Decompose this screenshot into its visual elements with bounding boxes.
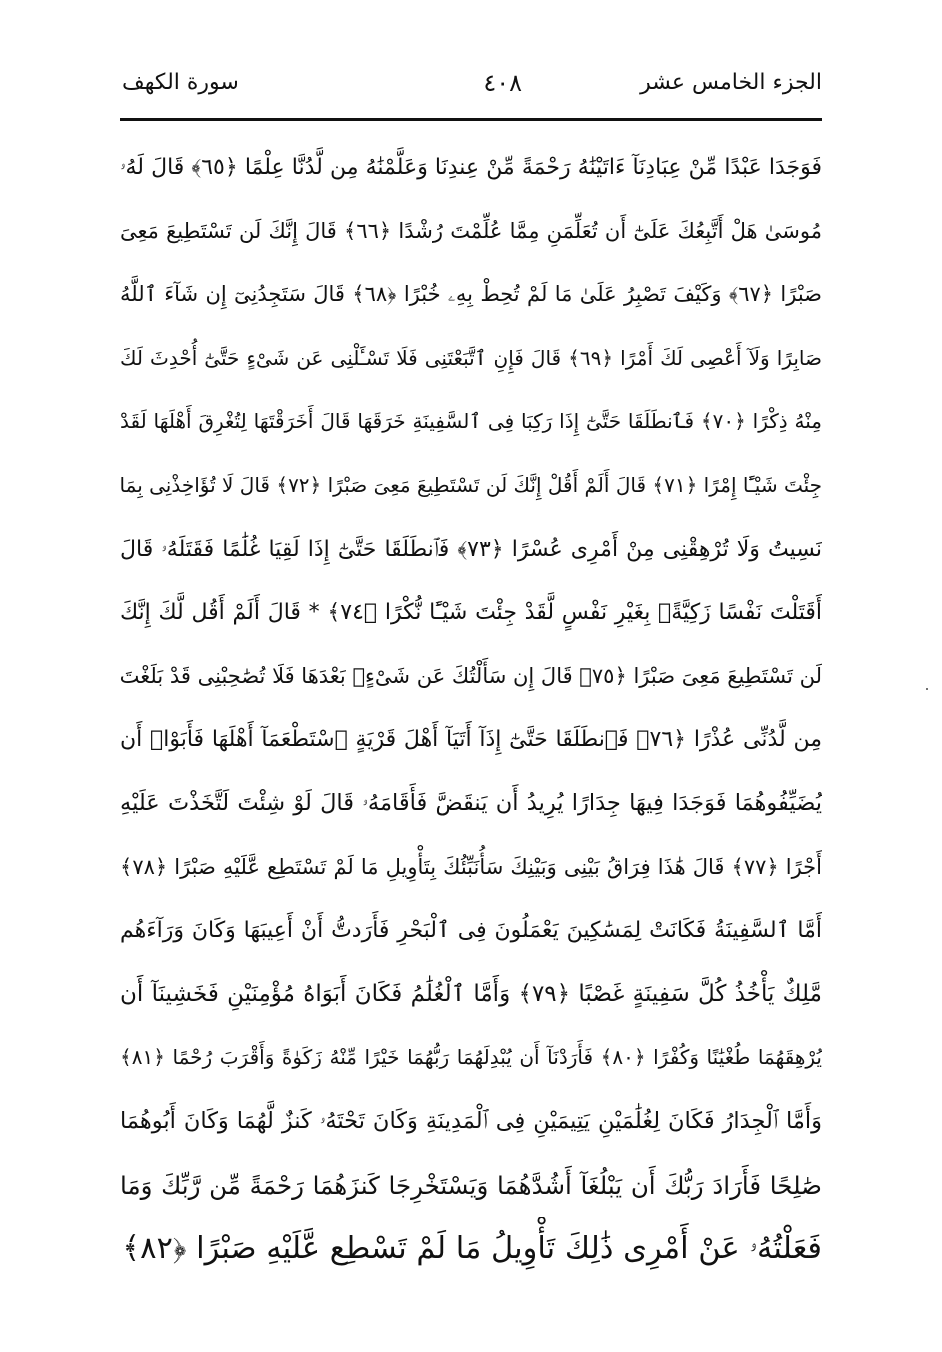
text-line: فَعَلْتُهُۥ عَنْ أَمْرِى ذَٰلِكَ تَأْوِيلُ مَا لَمْ تَسْطِع عَّلَيْهِ صَبْرًا ﴿٨٢﴾ <box>122 1231 822 1267</box>
text-line: يُضَيِّفُوهُمَا فَوَجَدَا فِيهَا جِدَارًا يُرِيدُ أَن يَنقَضَّ فَأَقَامَهُۥ قَالَ لَوْ شِئْتَ لَتَّخَذْتَ عَلَيْهِ <box>120 789 822 816</box>
text-line: مَّلِكٌ يَأْخُذُ كُلَّ سَفِينَةٍ غَصْبًا ﴿٧٩﴾ وَأَمَّا ٱلْغُلَٰمُ فَكَانَ أَبَوَاهُ مُؤْمِنَيْنِ فَخَشِينَآ أَن <box>120 980 822 1007</box>
text-line: أَجْرًا ﴿٧٧﴾ قَالَ هَٰذَا فِرَاقُ بَيْنِى وَبَيْنِكَ سَأُنَبِّئُكَ بِتَأْوِيلِ مَا لَمْ تَسْتَطِع عَّلَيْهِ صَبْرًا ﴿٧٨﴾ <box>120 854 822 879</box>
text-line: فَوَجَدَا عَبْدًا مِّنْ عِبَادِنَآ ءَاتَيْنَٰهُ رَحْمَةً مِّنْ عِندِنَا وَعَلَّمْنَٰهُ مِن لَّدُنَّا عِلْمًا ﴿٦٥﴾ قَالَ لَهُۥ <box>120 155 822 180</box>
text-line: لَن تَسْتَطِيعَ مَعِىَ صَبْرًا ﴿٧٥﴾ قَالَ إِن سَأَلْتُكَ عَن شَىْءٍۭ بَعْدَهَا فَلَا تُصَٰحِبْنِى قَدْ بَلَغْتَ <box>120 663 822 688</box>
text-line: أَمَّا ٱلسَّفِينَةُ فَكَانَتْ لِمَسَٰكِينَ يَعْمَلُونَ فِى ٱلْبَحْرِ فَأَرَدتُّ أَنْ أَعِيبَهَا وَكَانَ وَرَآءَهُم <box>120 918 822 944</box>
page-header <box>122 64 822 108</box>
text-line: وَأَمَّا ٱلْجِدَارُ فَكَانَ لِغُلَٰمَيْنِ يَتِيمَيْنِ فِى ٱلْمَدِينَةِ وَكَانَ تَحْتَهُۥ كَنزٌ لَّهُمَا وَكَانَ أَبُوهُمَا <box>120 1107 822 1134</box>
surah-title: سورة الكهف <box>122 70 239 95</box>
text-line: مِنْهُ ذِكْرًا ﴿٧٠﴾ فَٱنطَلَقَا حَتَّىٰٓ إِذَا رَكِبَا فِى ٱلسَّفِينَةِ خَرَقَهَا قَالَ أَخَرَقْتَهَا لِتُغْرِقَ أَهْلَهَا لَقَدْ <box>120 409 822 434</box>
juz-title: الجزء الخامس عشر <box>640 70 822 95</box>
text-line: صَابِرًا وَلَآ أَعْصِى لَكَ أَمْرًا ﴿٦٩﴾ قَالَ فَإِنِ ٱتَّبَعْتَنِى فَلَا تَسْـَٔلْنِى عَن شَىْءٍ حَتَّىٰٓ أُحْدِثَ لَكَ <box>120 345 822 370</box>
text-line: يُرْهِقَهُمَا طُغْيَٰنًا وَكُفْرًا ﴿٨٠﴾ فَأَرَدْنَآ أَن يُبْدِلَهُمَا رَبُّهُمَا خَيْرًا مِّنْهُ زَكَوٰةً وَأَقْرَبَ رُحْمًا ﴿٨١﴾ <box>120 1045 822 1070</box>
text-line: جِئْتَ شَيْـًٔا إِمْرًا ﴿٧١﴾ قَالَ أَلَمْ أَقُلْ إِنَّكَ لَن تَسْتَطِيعَ مَعِىَ صَبْرًا ﴿٧٢﴾ قَالَ لَا تُؤَاخِذْنِى بِمَا <box>120 472 822 497</box>
margin-dot <box>926 688 928 690</box>
text-line: صَٰلِحًا فَأَرَادَ رَبُّكَ أَن يَبْلُغَآ أَشُدَّهُمَا وَيَسْتَخْرِجَا كَنزَهُمَا رَحْمَةً مِّن رَّبِّكَ وَمَا <box>120 1170 822 1200</box>
text-line: مُوسَىٰ هَلْ أَتَّبِعُكَ عَلَىٰٓ أَن تُعَلِّمَنِ مِمَّا عُلِّمْتَ رُشْدًا ﴿٦٦﴾ قَالَ إِنَّكَ لَن تَسْتَطِيعَ مَعِىَ <box>120 218 822 243</box>
quran-text-block <box>120 136 822 1281</box>
text-line: مِن لَّدُنِّى عُذْرًا ﴿٧٦﴾ فَٱنطَلَقَا حَتَّىٰٓ إِذَآ أَتَيَآ أَهْلَ قَرْيَةٍ ٱسْتَطْعَمَآ أَهْلَهَا فَأَبَوْا۟ أَن <box>120 727 822 753</box>
text-line: صَبْرًا ﴿٦٧﴾ وَكَيْفَ تَصْبِرُ عَلَىٰ مَا لَمْ تُحِطْ بِهِۦ خُبْرًا ﴿٦٨﴾ قَالَ سَتَجِدُنِىٓ إِن شَآءَ ٱللَّهُ <box>120 282 822 307</box>
text-line: أَقَتَلْتَ نَفْسًا زَكِيَّةًۢ بِغَيْرِ نَفْسٍ لَّقَدْ جِئْتَ شَيْـًٔا نُّكْرًا ﴿٧٤﴾ * قَالَ أَلَمْ أَقُل لَّكَ إِنَّكَ <box>120 600 822 626</box>
text-line: نَسِيتُ وَلَا تُرْهِقْنِى مِنْ أَمْرِى عُسْرًا ﴿٧٣﴾ فَٱنطَلَقَا حَتَّىٰٓ إِذَا لَقِيَا غُلَٰمًا فَقَتَلَهُۥ قَالَ <box>120 536 822 562</box>
page-number: ٤٠٨ <box>483 69 522 97</box>
header-divider <box>120 118 822 121</box>
